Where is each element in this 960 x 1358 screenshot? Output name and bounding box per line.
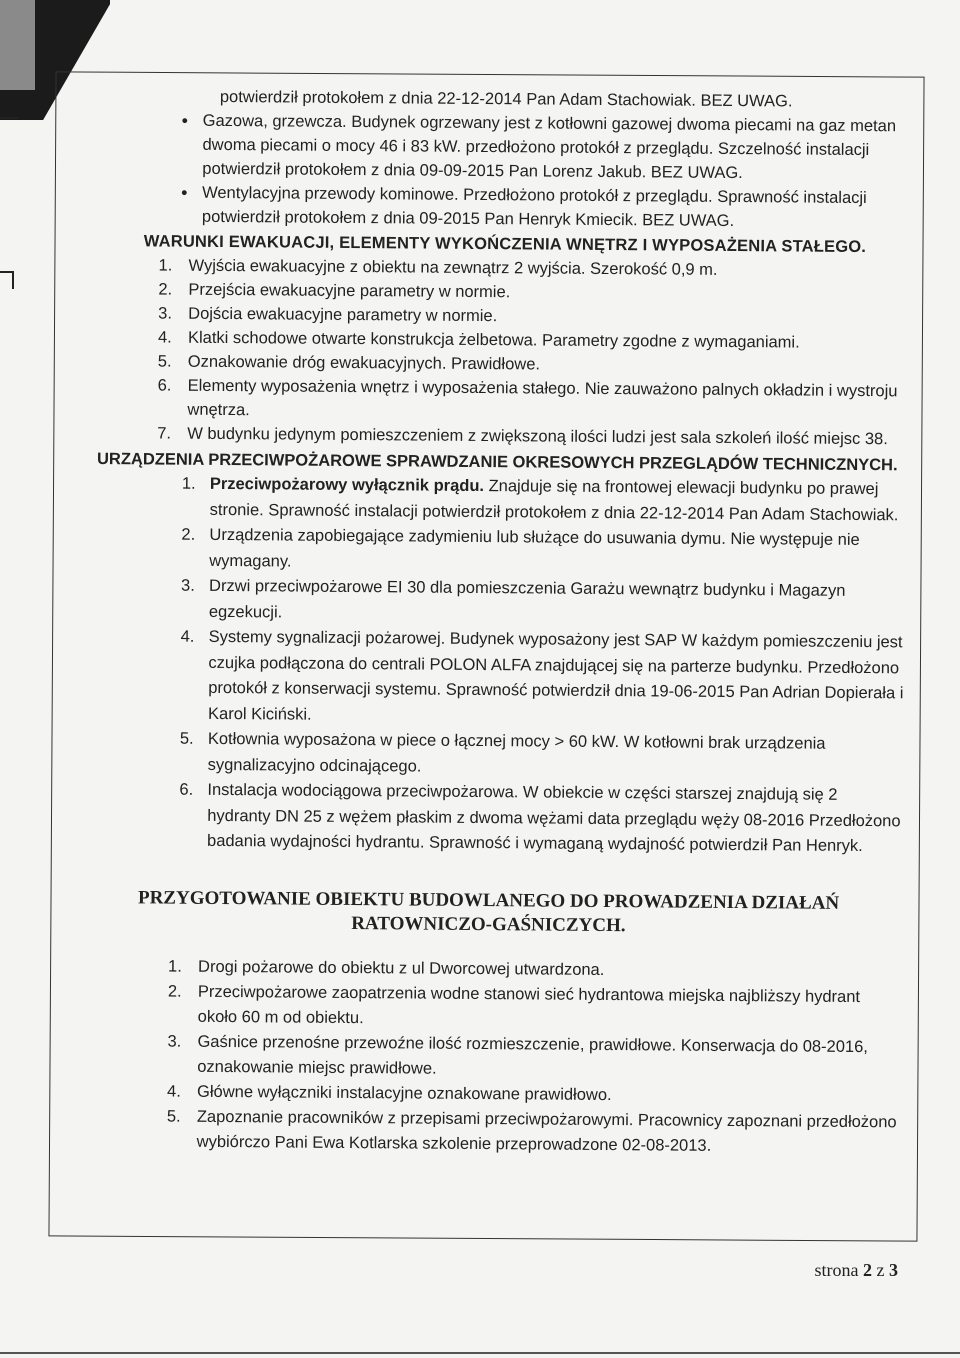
- list-item: 2. Przejścia ewakuacyjne parametry w normie.: [158, 280, 511, 302]
- evacuation-list: [97, 253, 908, 451]
- section-heading-devices: URZĄDZENIA PRZECIWPOŻAROWE SPRAWDZANIE OKRESOWYCH PRZEGLĄDÓW TECHNICZNYCH.: [96, 449, 898, 475]
- list-item: 4. Główne wyłączniki instalacyjne oznakowane prawidłowo.: [167, 1082, 612, 1104]
- list-item: 1. Wyjścia ewakuacyjne z obiektu na zewnątrz 2 wyjścia. Szerokość 0,9 m.: [158, 256, 718, 279]
- scan-bottom-line: [0, 1352, 960, 1354]
- intro-line: potwierdził protokołem z dnia 22-12-2014 Pan Adam Stachowiak. BEZ UWAG.: [219, 87, 793, 111]
- list-item-text: Wentylacyjna przewody kominowe. Przedłożono protokół z przeglądu. Sprawność instalacji potwierdził protokołem z dnia 09-2015 Pan Henryk Kmiecik. BEZ UWAG.: [201, 183, 867, 230]
- preparation-list: [92, 953, 904, 1159]
- document-body: [92, 84, 910, 1160]
- installations-list: [99, 108, 910, 234]
- list-item: 3. Gaśnice przenośne przewoźne ilość rozmieszczenie, prawidłowe. Konserwacja do 08-2016, oznakowanie miejsc prawidłowe.: [167, 1032, 868, 1078]
- list-item: 4. Systemy sygnalizacji pożarowej. Budynek wyposażony jest SAP W każdym pomieszczeniu jest czujka podłączona do centrali POLON ALFA znajdującej się na parterze budynku. Przedłożono protokół z konserwacji systemu. Sprawność potwierdził dnia 19-06-2015 Pan Adrian Dopierała i Karol Kiciński.: [180, 627, 904, 724]
- list-item: 5. Zapoznanie pracowników z przepisami przeciwpożarowymi. Pracownicy zapoznani przedłożono wybiórczo Pani Ewa Kotlarska szkolenie przeprowadzone 02-08-2013.: [166, 1107, 897, 1155]
- list-item: 1. Przeciwpożarowy wyłącznik prądu. Znajduje się na frontowej elewacji budynku po prawej stronie. Sprawność instalacji potwierdził protokołem z dnia 22-12-2014 Pan Adam Stachowiak.: [181, 474, 899, 524]
- section-heading-evacuation: WARUNKI EWAKUACJI, ELEMENTY WYKOŃCZENIA WNĘTRZ I WYPOSAŻENIA STAŁEGO.: [143, 232, 867, 257]
- list-item: 3. Dojścia ewakuacyjne parametry w normie.: [158, 304, 498, 326]
- list-item: 6. Elementy wyposażenia wnętrz i wyposażenia stałego. Nie zauważono palnych okładzin i wystroju wnętrza.: [157, 376, 898, 420]
- section-heading-preparation: PRZYGOTOWANIE OBIEKTU BUDOWLANEGO DO PROWADZENIA DZIAŁAŃ RATOWNICZO-GAŚNICZYCH.: [137, 886, 840, 936]
- scan-margin-mark: [0, 117, 18, 119]
- list-item: 7. W budynku jedynym pomieszczeniem z zwiększoną ilości ludzi jest sala szkoleń ilość miejsc 38.: [157, 424, 888, 449]
- list-item: 6. Instalacja wodociągowa przeciwpożarowa. W obiekcie w części starszej znajdują się 2 hydranty DN 25 z wężem płaskim z dwoma wężami data przeglądu węży 08-2016 Przedłożono badania wydajności hydrantu. Sprawność i wymaganą wydajność potwierdził Pan Henryk.: [179, 780, 901, 856]
- list-item: 1. Drogi pożarowe do obiektu z ul Dworcowej utwardzona.: [168, 957, 605, 979]
- list-item: [99, 180, 909, 234]
- scan-margin-mark: [12, 271, 14, 289]
- page-number: strona 2 z 3: [814, 1260, 898, 1280]
- list-item: 4. Klatki schodowe otwarte konstrukcja żelbetowa. Parametry zgodne z wymaganiami.: [157, 328, 800, 352]
- list-item: 5. Oznakowanie dróg ewakuacyjnych. Prawidłowe.: [157, 352, 541, 374]
- list-item: 2. Urządzenia zapobiegające zadymieniu lub służące do usuwania dymu. Nie występuje nie wymagany.: [181, 525, 860, 571]
- list-item: [99, 108, 910, 186]
- devices-list: [94, 471, 907, 860]
- list-item-text: Gazowa, grzewcza. Budynek ogrzewany jest z kotłowni gazowej dwoma piecami na gaz metan dwoma piecami o mocy 46 i 83 kW. przedłożono protokół z przeglądu. Szczelność instalacji potwierdził protokołem z dnia 09-09-2015 Pan Lorenz Jakub. BEZ UWAG.: [202, 111, 897, 183]
- list-item: 5. Kotłownia wyposażona w piece o łącznej mocy > 60 kW. W kotłowni brak urządzenia sygnalizacyjno odcinającego.: [179, 729, 826, 776]
- list-item: 3. Drzwi przeciwpożarowe EI 30 dla pomieszczenia Garażu wewnątrz budynku i Magazyn egzekucji.: [180, 576, 846, 621]
- list-item: 2. Przeciwpożarowe zaopatrzenia wodne stanowi sieć hydrantowa miejska najbliższy hydrant około 60 m od obiektu.: [167, 982, 861, 1027]
